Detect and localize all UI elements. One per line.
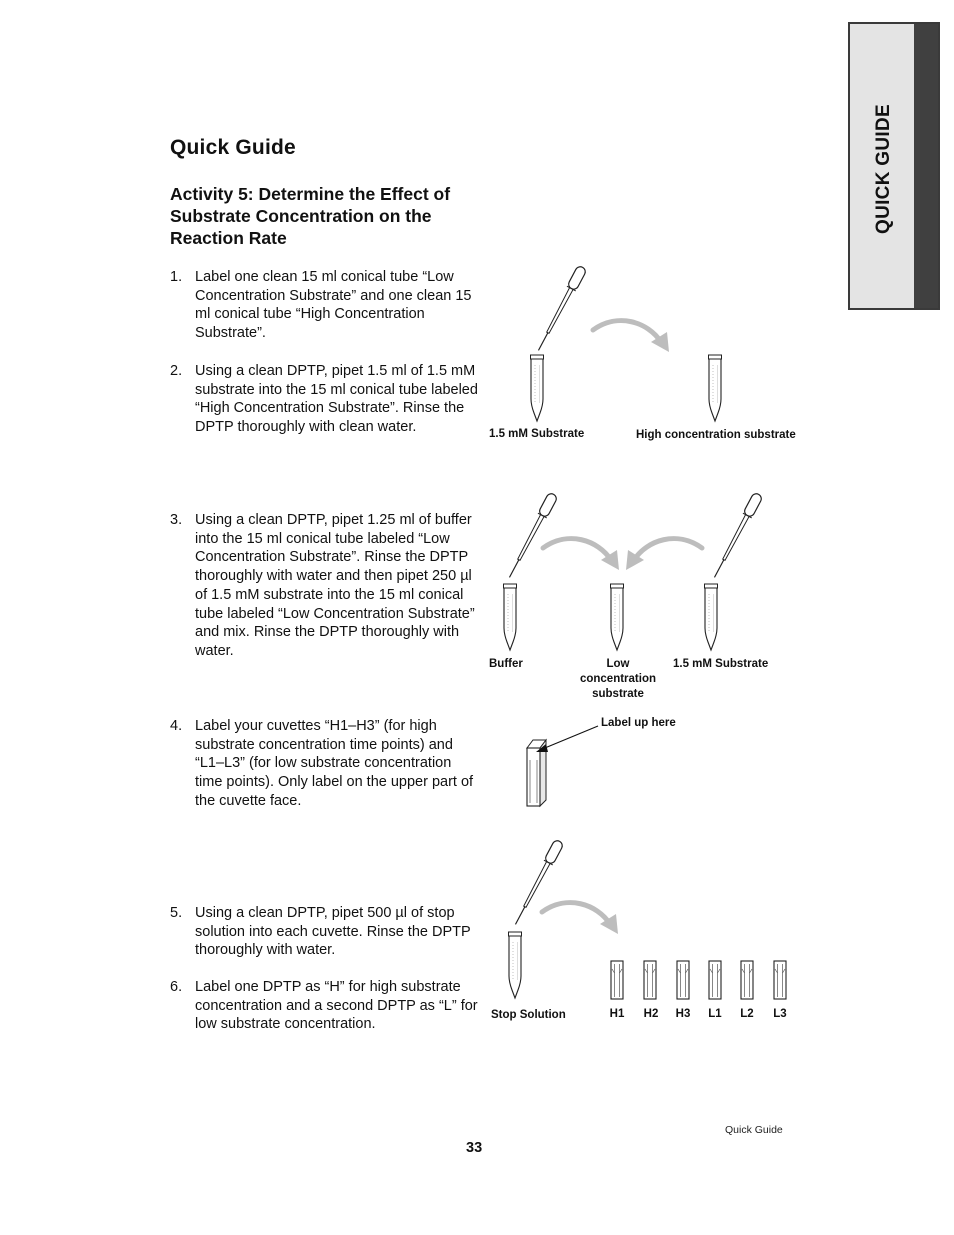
cuvette-label: L1 [708, 1008, 722, 1020]
cuvette-icon [611, 961, 623, 999]
step-number: 2. [170, 363, 183, 379]
figure-caption: Low [606, 658, 630, 670]
conical-tube-icon [531, 355, 544, 421]
cuvette-icon [774, 961, 786, 999]
conical-tube-icon [504, 584, 517, 650]
callout-line [540, 726, 598, 750]
pipette-icon [511, 839, 564, 927]
step-text: Using a clean DPTP, pipet 1.5 ml of 1.5 mM substrate into the 15 ml conical tube labeled “High Concentration Substrate”. Rinse the DPTP thoroughly with clean water. [195, 363, 478, 436]
figure-caption: substrate [592, 688, 644, 700]
cuvette-icon [709, 961, 721, 999]
page-number: 33 [466, 1140, 483, 1156]
pipette-icon [534, 265, 587, 353]
cuvette-label: H2 [643, 1008, 659, 1020]
transfer-arrow-icon [542, 903, 618, 934]
figure-caption: concentration [579, 673, 657, 685]
figure-caption: High concentration substrate [636, 429, 796, 441]
cuvette-label: L2 [740, 1008, 754, 1020]
step-text: Label one DPTP as “H” for high substrate concentration and a second DPTP as “L” for low substrate concentration. [195, 979, 478, 1033]
section-tab-label: QUICK GUIDE [873, 104, 894, 234]
transfer-arrow-icon [626, 539, 702, 570]
conical-tube-icon [709, 355, 722, 421]
step-text: Label your cuvettes “H1–H3” (for high substrate concentration time points) and “L1–L3” (for low substrate concentration time points). Only label on the upper part of the cuvette face. [195, 718, 474, 809]
figure-caption: Stop Solution [491, 1009, 566, 1021]
figure-caption: 1.5 mM Substrate [673, 658, 769, 670]
figure-3 [527, 717, 676, 806]
figure-1 [489, 265, 796, 441]
transfer-arrow-icon [543, 539, 619, 570]
step-number: 5. [170, 905, 183, 921]
cuvette-label: H3 [675, 1008, 691, 1020]
pipette-icon [710, 492, 763, 580]
step-text: Using a clean DPTP, pipet 1.25 ml of buffer into the 15 ml conical tube labeled “Low Concentration Substrate”. Rinse the DPTP thoroughly with water and then pipet 250 µl of 1.5 mM substrate into the 15 ml conical tube labeled “Low Concentration Substrate” and mix. Rinse the DPTP thoroughly with water. [195, 512, 475, 659]
conical-tube-icon [509, 932, 522, 998]
cuvette-label: H1 [609, 1008, 625, 1020]
step-number: 6. [170, 979, 183, 995]
figure-caption: 1.5 mM Substrate [489, 428, 585, 440]
cuvette-icon [741, 961, 753, 999]
step-number: 3. [170, 512, 183, 528]
step-number: 1. [170, 269, 183, 285]
step-text: Label one clean 15 ml conical tube “Low Concentration Substrate” and one clean 15 ml conical tube “High Concentration Substrate”. [195, 269, 472, 342]
page-title: Quick Guide [170, 136, 296, 159]
conical-tube-icon [611, 584, 624, 650]
figure-2 [489, 492, 768, 700]
figure-caption: Label up here [601, 717, 676, 729]
transfer-arrow-icon [593, 321, 669, 352]
figure-caption: Buffer [489, 658, 523, 670]
cuvette-label: L3 [773, 1008, 787, 1020]
conical-tube-icon [705, 584, 718, 650]
cuvette-icon [644, 961, 656, 999]
footer-section-label: Quick Guide [725, 1124, 783, 1136]
pipette-icon [505, 492, 558, 580]
figure-4 [491, 839, 787, 1021]
cuvette-icon [677, 961, 689, 999]
step-text: Using a clean DPTP, pipet 500 µl of stop solution into each cuvette. Rinse the DPTP thoroughly with water. [195, 905, 471, 959]
activity-title: Activity 5: Determine the Effect of Substrate Concentration on the Reaction Rate [170, 184, 451, 248]
step-number: 4. [170, 718, 183, 734]
